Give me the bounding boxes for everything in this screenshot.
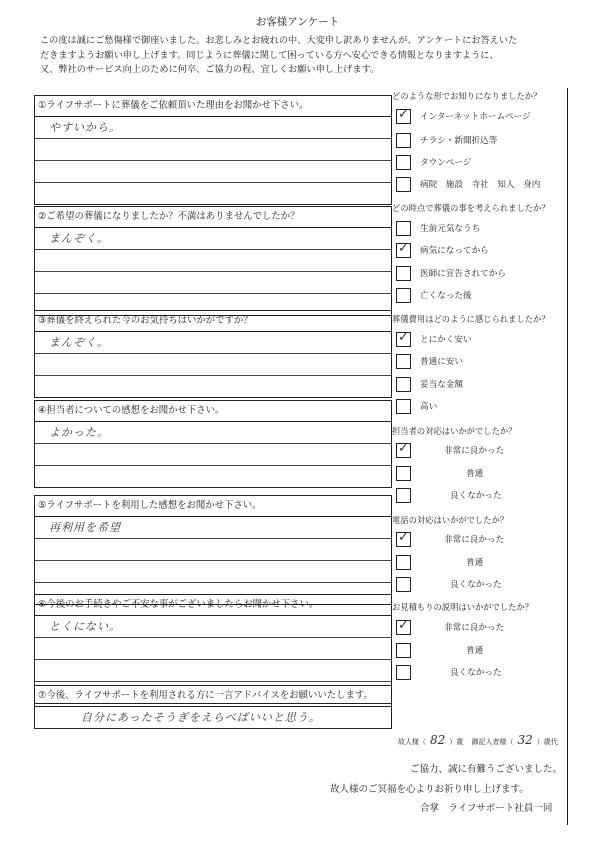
checkbox[interactable] bbox=[396, 377, 411, 392]
thanks-text: ご協力、誠に有難うございました。 bbox=[410, 764, 563, 775]
side-section-6-title: お見積もりの説明はいかがでしたか？ bbox=[392, 602, 534, 612]
option-label: 非常に良かった bbox=[444, 446, 505, 456]
answer-line[interactable] bbox=[35, 183, 391, 204]
option-label: 妥当な金額 bbox=[420, 380, 463, 390]
writer-age-unit: ）歳代 bbox=[536, 738, 558, 746]
checkbox[interactable] bbox=[396, 620, 411, 635]
option-label: 良くなかった bbox=[450, 491, 502, 501]
answer-line[interactable] bbox=[35, 272, 391, 294]
checkbox[interactable] bbox=[396, 243, 411, 258]
check-mark-icon: ✓ bbox=[398, 107, 409, 122]
intro-line: この度は誠にご愁傷様で御座いました。お悲しみとお疲れの中、大変申し訳ありませんが、アンケートにお答えいた bbox=[40, 35, 518, 46]
intro-line: 又、弊社のサービス向上のために何卒、ご協力の程、宜しくお願い申し上げます。 bbox=[40, 64, 380, 75]
checkbox[interactable] bbox=[396, 466, 411, 481]
checkbox[interactable] bbox=[396, 133, 411, 148]
question-5-label: ⑤ライフサポートを利用した感想をお聞かせ下さい。 bbox=[35, 496, 391, 517]
option-label: 病院 施設 寺社 知人 身内 bbox=[420, 180, 541, 190]
question-7-box bbox=[34, 685, 392, 729]
answer-line[interactable] bbox=[35, 376, 391, 397]
answer-line[interactable] bbox=[35, 638, 391, 660]
option-label: 医師に宣告されてから bbox=[420, 269, 506, 279]
intro-text bbox=[40, 34, 560, 78]
deceased-age-value[interactable]: 82 bbox=[430, 733, 446, 747]
check-mark-icon: ✓ bbox=[398, 530, 409, 545]
question-5-answer: 再利用を希望 bbox=[49, 521, 121, 534]
answer-line[interactable] bbox=[35, 539, 391, 561]
option-label: チラシ・新聞折込等 bbox=[420, 136, 498, 146]
checkbox[interactable] bbox=[396, 354, 411, 369]
check-mark-icon: ✓ bbox=[398, 441, 409, 456]
option-label: 普通に安い bbox=[420, 357, 463, 367]
option-label: 病気になってから bbox=[420, 246, 489, 256]
checkbox[interactable] bbox=[396, 155, 411, 170]
answer-line[interactable] bbox=[35, 354, 391, 376]
option-label: インターネットホームページ bbox=[420, 112, 531, 122]
answer-line[interactable] bbox=[35, 616, 391, 638]
question-5-box bbox=[34, 495, 392, 605]
option-label: 良くなかった bbox=[450, 668, 502, 678]
prayer-text: 故人様のご冥福を心よりお祈り申し上げます。 bbox=[330, 784, 529, 795]
answer-line[interactable] bbox=[35, 517, 391, 539]
age-row bbox=[398, 733, 558, 747]
answer-line[interactable] bbox=[35, 660, 391, 682]
question-4-box bbox=[34, 400, 392, 488]
answer-line[interactable] bbox=[35, 117, 391, 139]
question-4-label: ④担当者についての感想をお聞かせ下さい。 bbox=[35, 401, 391, 422]
writer-age-label: 御記入者様（ bbox=[471, 738, 514, 746]
checkbox[interactable] bbox=[396, 177, 411, 192]
side-section-5-title: 電話の対応はいかがでしたか？ bbox=[392, 515, 509, 525]
question-1-answer: やすいから。 bbox=[49, 121, 121, 134]
answer-line[interactable] bbox=[35, 228, 391, 250]
option-label: 高い bbox=[420, 402, 438, 412]
checkbox[interactable] bbox=[396, 399, 411, 414]
checkbox[interactable] bbox=[396, 288, 411, 303]
writer-age-value[interactable]: 32 bbox=[517, 733, 533, 747]
answer-line[interactable] bbox=[35, 250, 391, 272]
side-section-4-title: 担当者の対応はいかがでしたか？ bbox=[392, 426, 517, 436]
option-label: 良くなかった bbox=[450, 580, 502, 590]
question-2-answer: まんぞく。 bbox=[49, 232, 109, 245]
checkbox[interactable] bbox=[396, 109, 411, 124]
option-label: 亡くなった後 bbox=[420, 291, 472, 301]
deceased-age-label: 故人様（ bbox=[398, 738, 426, 746]
option-label: 非常に良かった bbox=[444, 623, 505, 633]
checkbox[interactable] bbox=[396, 643, 411, 658]
question-2-box bbox=[34, 206, 392, 316]
checkbox[interactable] bbox=[396, 332, 411, 347]
side-section-2-title: どの時点で葬儀の事を考えられましたか？ bbox=[392, 203, 550, 213]
question-7-label: ⑦今後、ライフサポートを利用される方に一言アドバイスをお願いいたします。 bbox=[35, 686, 391, 707]
option-label: 普通 bbox=[466, 558, 484, 568]
check-mark-icon: ✓ bbox=[398, 330, 409, 345]
checkbox[interactable] bbox=[396, 488, 411, 503]
survey-title: お客様アンケート bbox=[255, 16, 340, 28]
question-3-box bbox=[34, 310, 392, 398]
option-label: タウンページ bbox=[420, 158, 472, 168]
checkbox[interactable] bbox=[396, 532, 411, 547]
question-3-label: ③葬儀を終えられた今のお気持ちはいかがですか？ bbox=[35, 311, 391, 332]
checkbox[interactable] bbox=[396, 221, 411, 236]
check-mark-icon: ✓ bbox=[398, 241, 409, 256]
intro-line: だきますようお願い申し上げます。同じように葬儀に関して困っている方へ安心できる情報となりますように、 bbox=[40, 49, 499, 61]
question-1-label: ①ライフサポートに葬儀をご依頼頂いた理由をお聞かせ下さい。 bbox=[35, 96, 391, 117]
checkbox[interactable] bbox=[396, 443, 411, 458]
checkbox[interactable] bbox=[396, 266, 411, 281]
answer-line[interactable] bbox=[35, 561, 391, 583]
option-label: 非常に良かった bbox=[444, 535, 505, 545]
checkbox[interactable] bbox=[396, 665, 411, 680]
answer-line[interactable] bbox=[35, 139, 391, 161]
option-label: とにかく安い bbox=[420, 335, 472, 345]
question-2-label: ②ご希望の葬儀になりましたか？不満はありませんでしたか？ bbox=[35, 207, 391, 228]
side-section-1-title: どのような形でお知りになりましたか？ bbox=[392, 91, 542, 101]
answer-line[interactable] bbox=[35, 444, 391, 466]
question-1-box bbox=[34, 95, 392, 205]
signature-text: 合掌 ライフサポート社員一同 bbox=[420, 803, 553, 814]
option-label: 生前元気なうち bbox=[420, 224, 481, 234]
checkbox[interactable] bbox=[396, 555, 411, 570]
deceased-age-unit: ）歳 bbox=[449, 738, 464, 746]
question-4-answer: よかった。 bbox=[49, 426, 109, 439]
question-7-answer: 自分にあったそうぎをえらべばいいと思う。 bbox=[81, 711, 321, 724]
side-section-3-title: 葬儀費用はどのように感じられましたか？ bbox=[392, 314, 550, 324]
answer-line[interactable] bbox=[35, 466, 391, 487]
option-label: 普通 bbox=[466, 469, 484, 479]
answer-line[interactable] bbox=[35, 332, 391, 354]
checkbox[interactable] bbox=[396, 577, 411, 592]
check-mark-icon: ✓ bbox=[398, 618, 409, 633]
question-3-answer: まんぞく。 bbox=[49, 336, 109, 349]
answer-line[interactable] bbox=[35, 707, 391, 728]
question-6-label: ⑥今後のお手続きやご不安な事がございましたらお聞かせ下さい。 bbox=[35, 595, 391, 616]
question-6-answer: とくにない。 bbox=[49, 620, 121, 633]
right-border-line bbox=[567, 88, 568, 825]
answer-line[interactable] bbox=[35, 422, 391, 444]
answer-line[interactable] bbox=[35, 161, 391, 183]
option-label: 普通 bbox=[466, 646, 484, 656]
